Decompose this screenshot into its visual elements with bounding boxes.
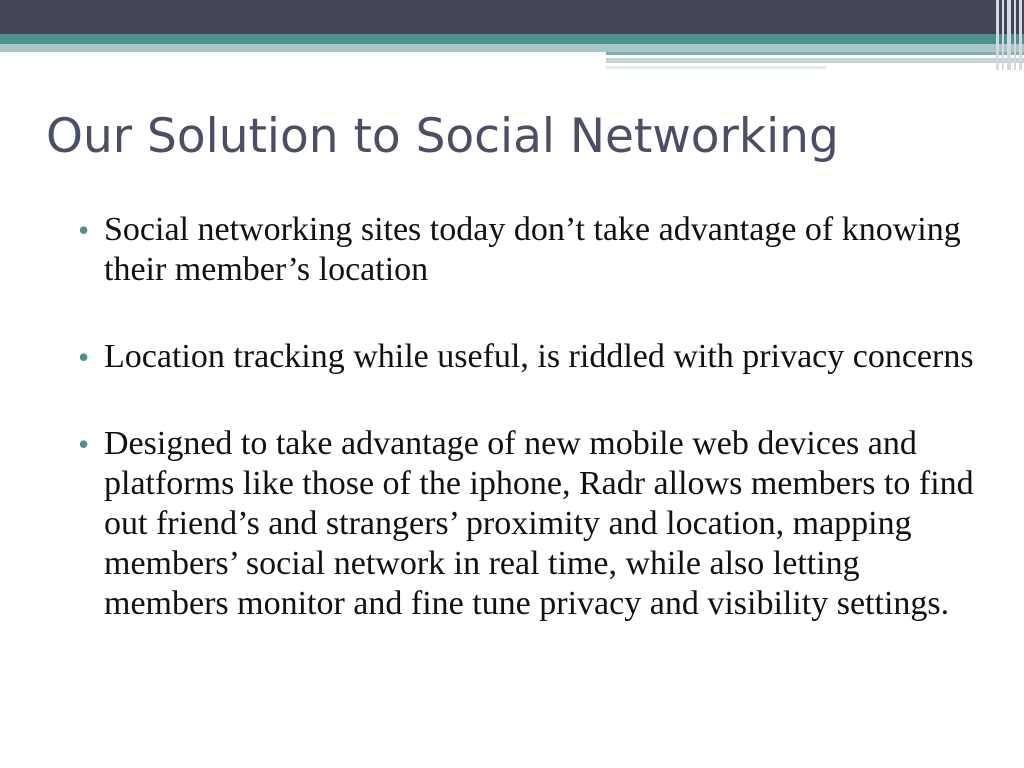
bullet-list <box>78 210 978 671</box>
bullet-text: Designed to take advantage of new mobile web devices and platforms like those of the iphone, Radr allows members to find out friend’s and strangers’ proximity and location, mapping members’ social network in real time, while also letting members monitor and fine tune privacy and visibility settings. <box>104 425 974 622</box>
header-accent-line <box>606 58 1024 63</box>
bullet-item <box>78 210 978 290</box>
header-accent-line <box>606 52 1024 55</box>
header-band-teal <box>0 34 1024 44</box>
bullet-item <box>78 424 978 624</box>
header-band-light <box>0 44 1024 52</box>
bullet-text: Social networking sites today don’t take advantage of knowing their member’s location <box>104 211 961 288</box>
bullet-text: Location tracking while useful, is riddled with privacy concerns <box>104 338 974 375</box>
bullet-marker-icon: • <box>78 426 90 462</box>
slide-title: Our Solution to Social Networking <box>46 109 839 164</box>
header-band-dark <box>0 0 1024 34</box>
header-stripes-decoration <box>994 0 1024 70</box>
header-accent-line <box>606 66 826 69</box>
bullet-marker-icon: • <box>78 339 90 375</box>
bullet-item <box>78 337 978 377</box>
bullet-marker-icon: • <box>78 212 90 248</box>
